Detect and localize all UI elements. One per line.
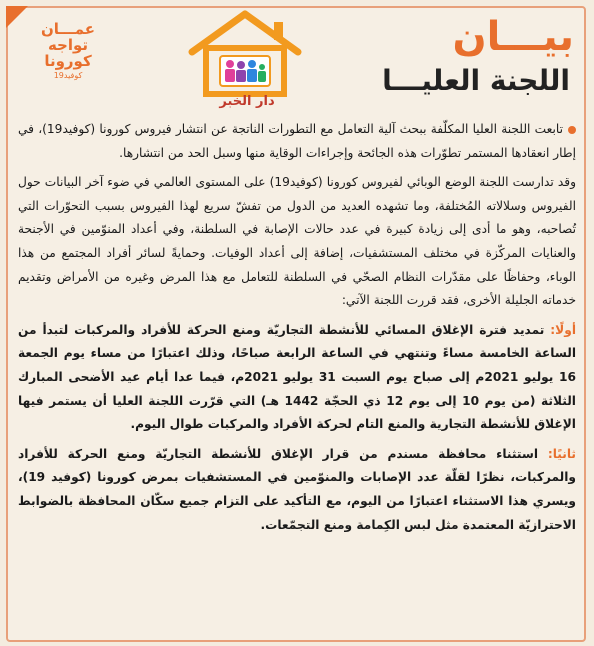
- committee-subtitle: اللجنة العليـــا: [382, 64, 570, 97]
- oman-logo-line1: عمـــان: [40, 20, 96, 38]
- decision-first-label: أولًا:: [550, 322, 576, 337]
- intro-text: تابعت اللجنة العليا المكلّفة ببحث آلية التعامل مع التطورات الناتجة عن انتشار فيروس كورونا (كوفيد19)، في إطار انعقادها المستمر تطوّرات هذه الجائحة وإجراءات الوقاية منها وسبل الحد من انتشارها.: [18, 122, 576, 160]
- oman-covid-logo: [22, 22, 114, 80]
- statement-title: بيـــان: [452, 14, 574, 60]
- decision-first: [18, 319, 576, 437]
- decision-first-text: تمديد فترة الإغلاق المسائي للأنشطة التجاريّة ومنع الحركة للأفراد والمركبات لتبدأ من الساعة الخامسة مساءً وتنتهي في الساعة الرابعة صباحًا، وذلك اعتبارًا من مساء يوم الجمعة 16 يوليو 2021م إلى صباح يوم السبت 31 يوليو 2021م، فيما عدا أيام عيد الأضحى المبارك الثلاثة (من يوم 10 إلى يوم 12 ذي الحجّة 1442 هـ) التي قرّرت اللجنة العليا أن يستمر فيها الإغلاق للأنشطة التجارية والمنع التام لحركة الأفراد والمركبات طوال اليوم.: [18, 322, 576, 432]
- oman-logo-line3: كورونا: [44, 52, 92, 70]
- house-logo-icon: [180, 8, 310, 100]
- context-paragraph: وقد تدارست اللجنة الوضع الوبائي لفيروس كورونا (كوفيد19) على المستوى العالمي في ضوء آخر البيانات حول الفيروس وسلالاته المُختلفة، وما تشهده العديد من الدول من تفشّ سريع لهذا الفيروس بسبب التحوّرات التي تُصاحبه، وهو ما أدى إلى زيادة كبيرة في عدد حالات الإصابة في السلطنة، وفي أعداد المنوّمين في الأجنحة والعنايات المركّزة في مختلف المستشفيات، إضافة إلى أعداد الوفيات. وحمايةً لسائر أفراد المجتمع من هذا الوباء، وحفاظًا على مقدّرات النظام الصحّي في السلطنة للتعامل مع هذا المرض وغيره من الأمراض وتقديم خدماته الجليلة الأخرى، فقد قررت اللجنة الآتي:: [18, 175, 577, 308]
- statement-body: [18, 118, 576, 543]
- decision-second-text: استثناء محافظة مسندم من قرار الإغلاق للأنشطة التجاريّة ومنع الحركة للأفراد والمركبات، نظرًا لقلّة عدد الإصابات والمنوّمين في المستشفيات بمرض كورونا (كوفيد 19)، ويسري هذا الاستثناء اعتبارًا من اليوم، مع التأكيد على التزام جميع سكّان المحافظة بالضوابط الاحترازيّة المعتمدة مثل لبس الكِمامة ومنع التجمّعات.: [18, 446, 576, 532]
- oman-logo-line2: تواجه: [47, 36, 89, 54]
- logo-caption: دار الخبر: [219, 94, 275, 109]
- decision-second: [18, 443, 576, 537]
- decision-second-label: ثانيًا:: [547, 446, 576, 461]
- intro-paragraph: [18, 118, 576, 165]
- header: [0, 0, 594, 118]
- bullet-icon: [568, 126, 576, 134]
- oman-logo-line4: كوفيد19: [53, 71, 83, 80]
